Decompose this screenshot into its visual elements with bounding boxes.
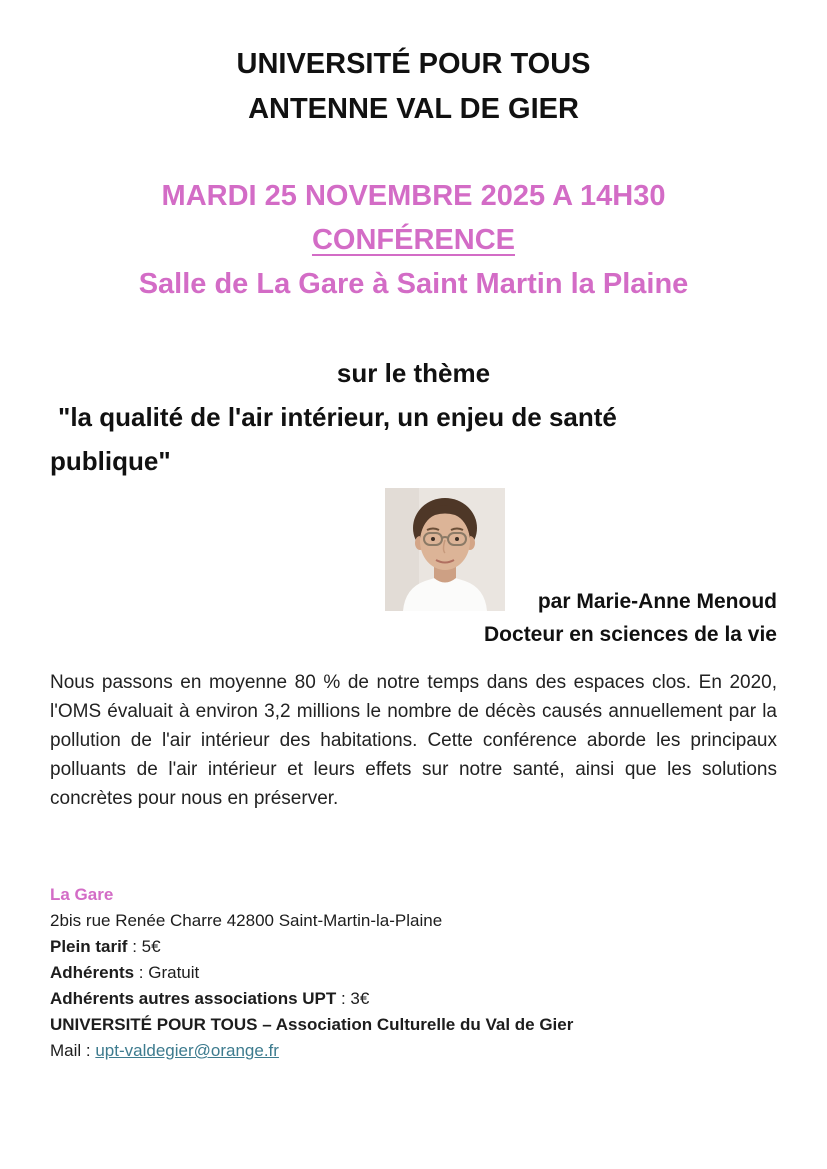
description-paragraph: Nous passons en moyenne 80 % de notre temps dans des espaces clos. En 2020, l'OMS évaluait à environ 3,2 millions le nombre de décès causés annuellement par la pollution de l'air intérieur des habitations. Cette conférence aborde les principaux polluants de l'air intérieur et leurs effets sur notre santé, ainsi que les solutions concrètes pour nous en préserver. xyxy=(50,672,777,809)
org-title xyxy=(0,42,827,132)
event-block xyxy=(0,174,827,306)
price-other-members-value: : 3€ xyxy=(336,989,370,1008)
event-venue-line: Salle de La Gare à Saint Martin la Plaine xyxy=(138,268,689,300)
price-members-value: : Gratuit xyxy=(134,963,200,982)
org-title-line2: ANTENNE VAL DE GIER xyxy=(248,93,579,125)
venue-address: 2bis rue Renée Charre 42800 Saint-Martin-la-Plaine xyxy=(50,911,443,930)
theme-intro: sur le thème xyxy=(336,358,491,388)
venue-name: La Gare xyxy=(50,885,114,904)
price-members-line xyxy=(50,960,777,986)
price-full-label: Plein tarif xyxy=(50,937,128,956)
event-date-line: MARDI 25 NOVEMBRE 2025 A 14H30 xyxy=(161,180,666,212)
speaker-block xyxy=(484,585,777,651)
theme-title-line2: publique" xyxy=(50,446,171,476)
mail-line xyxy=(50,1038,777,1064)
association-line: UNIVERSITÉ POUR TOUS – Association Culturelle du Val de Gier xyxy=(50,1015,574,1034)
event-type-line: CONFÉRENCE xyxy=(311,224,515,256)
speaker-title-line: Docteur en sciences de la vie xyxy=(484,623,777,646)
price-other-members-line xyxy=(50,986,777,1012)
price-members-label: Adhérents xyxy=(50,963,135,982)
theme-title xyxy=(50,395,780,483)
price-full-line xyxy=(50,934,777,960)
org-title-line1: UNIVERSITÉ POUR TOUS xyxy=(236,48,591,80)
theme-title-line1: "la qualité de l'air intérieur, un enjeu de santé xyxy=(58,402,617,432)
speaker-name-line: par Marie-Anne Menoud xyxy=(537,590,777,613)
practical-info xyxy=(50,882,777,1064)
mail-link[interactable]: upt-valdegier@orange.fr xyxy=(95,1041,279,1060)
mail-label: Mail : xyxy=(50,1041,96,1060)
price-other-members-label: Adhérents autres associations UPT xyxy=(50,989,337,1008)
price-full-value: : 5€ xyxy=(127,937,161,956)
